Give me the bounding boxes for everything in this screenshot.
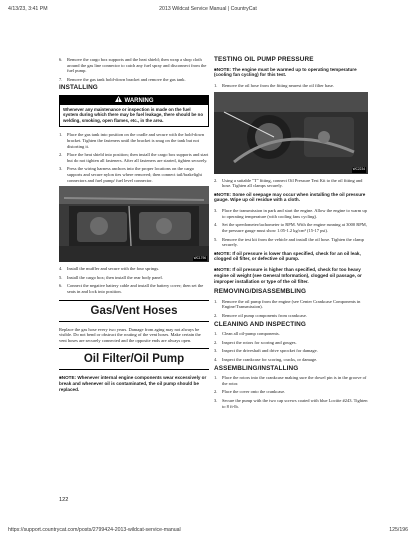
warning-box <box>59 95 209 128</box>
step-text: Inspect the rotors for scoring and gouges. <box>222 339 297 345</box>
testing-note: ■NOTE: The engine must be warmed up to operating temperature (cooling fan cycling) for this test. <box>214 66 357 78</box>
procedure-step <box>214 208 368 219</box>
low-pressure-note: ■NOTE: If oil pressure is lower than specified, check for an oil leak, clogged oil filter, or defective oil pump. <box>214 250 361 262</box>
procedure-step <box>214 375 368 386</box>
photo-code: WC2234 <box>352 167 365 171</box>
step-text: Remove the cargo box supports and the heat shield; then wrap a shop cloth around the gas line connector to catch any fuel spray and disconnect from the fuel pump. <box>67 57 207 74</box>
step-number: 3. <box>214 208 218 214</box>
step-number: 5. <box>59 274 63 280</box>
cleaning-heading: CLEANING AND INSPECTING <box>214 320 306 328</box>
procedure-step <box>59 57 209 74</box>
left-column <box>59 57 209 397</box>
step-number: 4. <box>214 222 218 228</box>
step-number: 2. <box>214 339 218 345</box>
warning-label: WARNING <box>124 97 154 104</box>
step-number: 1. <box>214 298 218 304</box>
step-text: Secure the pump with the two cap screws coated with blue Loctite #243. Tighten to 8 ft-lb. <box>222 397 368 409</box>
step-text: Clean all oil-pump components. <box>222 331 280 337</box>
seepage-note: ■NOTE: Some oil seepage may occur when installing the oil pressure gauge. Wipe up oil residue with a cloth. <box>214 191 366 203</box>
installing-steps <box>59 132 209 183</box>
procedure-step <box>214 299 368 310</box>
procedure-step <box>59 166 209 183</box>
assembling-steps <box>214 375 368 409</box>
testing-steps-more <box>214 208 368 248</box>
warning-text: Whenever any maintenance or inspection is made on the fuel system during which there may be fuel leakage, there should be no welding, smoking, open flames, etc., in the area. <box>63 106 204 123</box>
step-text: Inspect the crankcase for scoring, cracks, or damage. <box>222 357 318 363</box>
step-number: 2. <box>214 389 218 395</box>
step-number: 5. <box>214 236 218 242</box>
step-text: Remove the oil pump from the engine (see Center Crankcase Components in Engine/Transmission). <box>222 298 361 310</box>
step-text: Remove the test kit from the vehicle and install the oil hose. Tighten the clamp securely. <box>222 236 364 248</box>
high-pressure-note: ■NOTE: If oil pressure is higher than specified, check for too heavy engine oil weight (see General Information), clogged oil passage, or improper installation or type of the oil filter. <box>214 267 362 284</box>
browser-print-header <box>8 6 408 15</box>
step-text: Using a suitable "T" fitting, connect Oil Pressure Test Kit to the oil fitting and hose. Tighten all clamps securely. <box>222 177 363 189</box>
step-text: Place the cover onto the crankcase. <box>222 389 286 395</box>
warning-triangle-icon <box>115 96 122 106</box>
step-number: 1. <box>59 132 63 138</box>
photo-code: WC1796 <box>193 255 206 260</box>
step-number: 6. <box>59 57 63 62</box>
warning-bar <box>60 96 208 105</box>
testing-heading: TESTING OIL PUMP PRESSURE <box>214 56 314 63</box>
procedure-step <box>214 389 368 395</box>
procedure-step <box>214 237 368 248</box>
browser-print-footer <box>8 527 408 536</box>
cargo-bed-photo <box>59 186 209 262</box>
testing-steps <box>214 83 368 89</box>
procedure-step <box>59 132 209 149</box>
procedure-step <box>59 275 209 281</box>
procedure-step <box>214 357 368 363</box>
step-number: 7. <box>59 76 63 82</box>
step-number: 2. <box>214 177 218 183</box>
step-number: 3. <box>59 166 63 172</box>
procedure-step <box>214 178 368 189</box>
print-page-title: 2013 Wildcat Service Manual | CountryCat <box>159 6 257 12</box>
step-number: 1. <box>214 331 218 337</box>
step-number: 4. <box>59 266 63 272</box>
procedure-step <box>214 313 368 319</box>
step-number: 3. <box>214 397 218 403</box>
procedure-step <box>59 266 209 272</box>
cleaning-steps <box>214 331 368 362</box>
procedure-step <box>214 222 368 233</box>
print-url: https://support.countrycat.com/posts/2799424-2013-wildcat-service-manual <box>8 527 181 533</box>
gas-vent-paragraph: Replace the gas hose every two years. Damage from aging may not always be visible. Do not bend or obstruct the routing of the vent hoses. Make certain the vent hoses are securely connected and the opposite ends are always open. <box>59 326 201 343</box>
step-text: Remove oil pump components from crankcase. <box>222 313 307 319</box>
testing-steps-continued <box>214 178 368 189</box>
procedure-step <box>214 348 368 354</box>
right-column <box>214 57 368 412</box>
procedure-step <box>59 152 209 163</box>
step-text: Install the cargo box; then install the rear body panel. <box>67 274 163 280</box>
step-number: 6. <box>59 283 63 289</box>
step-text: Inspect the driveshaft and drive sprocket for damage. <box>222 348 318 354</box>
oil-filter-pump-title: Oil Filter/Oil Pump <box>59 348 209 370</box>
procedure-step <box>214 398 368 409</box>
step-text: Remove the gas tank hold-down bracket and remove the gas tank. <box>67 76 186 82</box>
procedure-step <box>214 83 368 89</box>
step-text: Connect the negative battery cable and install the battery cover; then set the seats in and lock into position. <box>67 283 204 294</box>
procedure-step <box>214 331 368 337</box>
step-text: Remove the oil hose from the fitting nearest the oil filter base. <box>222 83 334 88</box>
step-text: Set the speedometer/tachometer to RPM. With the engine running at 3000 RPM, the pressure gauge must show 1.05-1.2 kg/cm² (15-17 psi). <box>222 222 367 233</box>
procedure-step <box>59 77 209 83</box>
step-text: Install the muffler and secure with the four springs. <box>67 266 160 272</box>
installing-heading: INSTALLING <box>59 84 98 92</box>
removal-steps-continued <box>59 57 209 82</box>
removing-heading: REMOVING/DISASSEMBLING <box>214 288 307 296</box>
print-datetime: 4/13/23, 3:41 PM <box>8 6 48 12</box>
step-number: 2. <box>214 313 218 319</box>
gas-vent-hoses-title: Gas/Vent Hoses <box>59 300 209 322</box>
step-text: Place the transmission in park and start the engine. Allow the engine to warm up to operating temperature (with cooling fans cycling). <box>222 208 367 219</box>
step-text: Place the heat shield into position; then install the cargo box supports and start but do not tighten all fasteners. After all fasteners are started, tighten securely. <box>67 152 209 163</box>
oil-hose-photo <box>214 92 368 174</box>
oil-pump-note: ■NOTE: Whenever internal engine components wear excessively or break and whenever oil is contaminated, the oil pump should be replaced. <box>59 375 207 392</box>
step-text: Place the gas tank into position on the cradle and secure with the hold-down bracket. Tighten the fasteners until the bracket is snug on the tank but not distorting it. <box>67 132 205 149</box>
procedure-step <box>59 283 209 294</box>
page-number: 122 <box>59 497 69 503</box>
step-number: 1. <box>214 83 218 88</box>
procedure-step <box>214 340 368 346</box>
assembling-heading: ASSEMBLING/INSTALLING <box>214 364 299 372</box>
step-number: 2. <box>59 152 63 158</box>
installing-steps-continued <box>59 266 209 294</box>
print-page-counter: 125/196 <box>389 527 408 533</box>
step-text: Place the rotors into the crankcase making sure the dowel pin is in the groove of the rotor. <box>222 375 367 386</box>
removing-steps <box>214 299 368 319</box>
step-number: 1. <box>214 375 218 381</box>
step-text: Press the wiring harness anchors into the proper locations on the cargo supports and secure nylon ties where removed; then connect tail/brakelight connectors and fuel pump/ fuel level connector. <box>67 166 202 183</box>
step-number: 4. <box>214 357 218 363</box>
step-number: 3. <box>214 348 218 354</box>
